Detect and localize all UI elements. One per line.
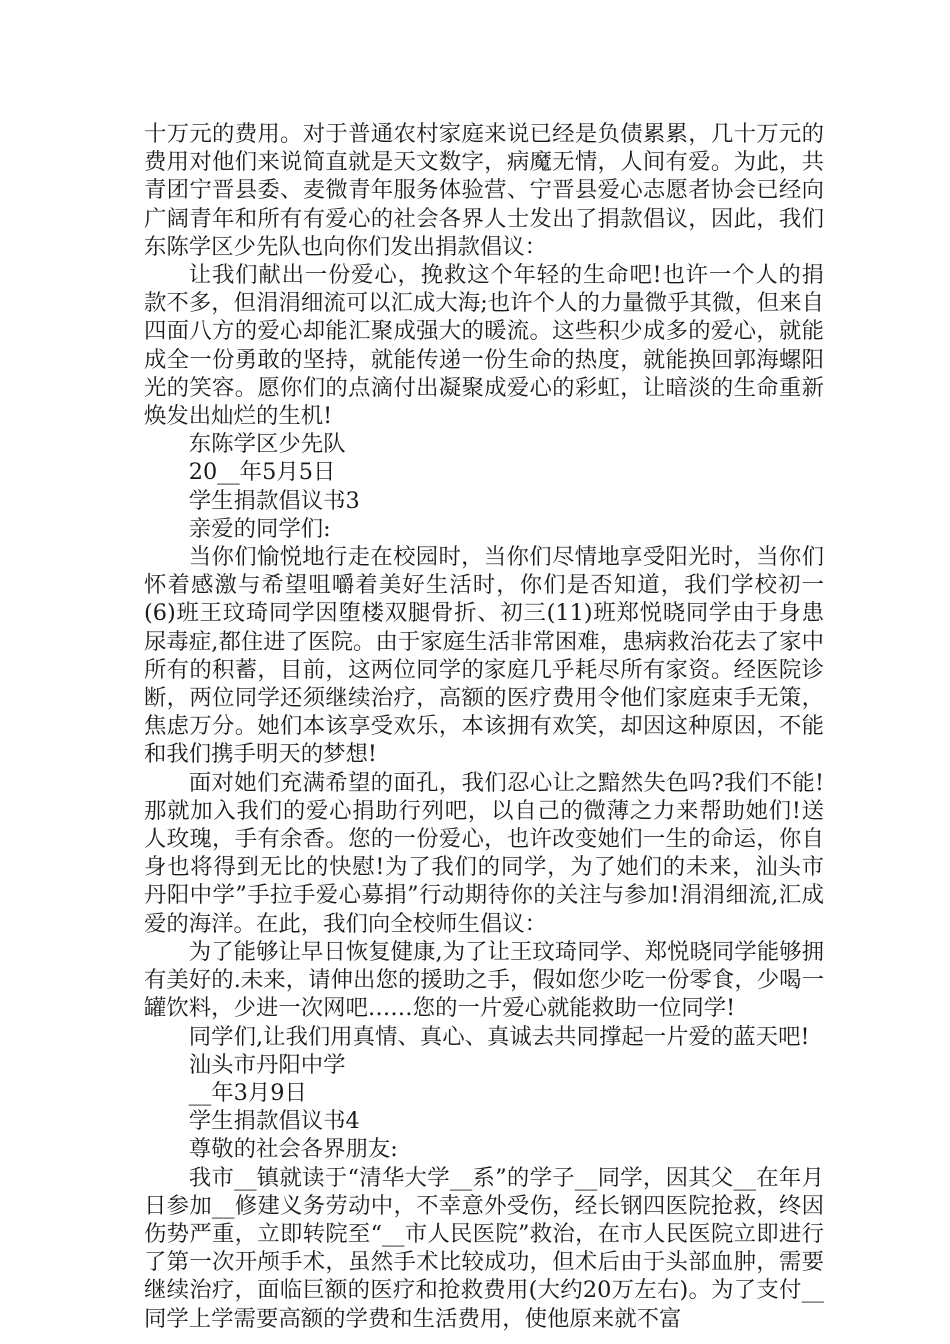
salutation-line: 尊敬的社会各界朋友: (188, 1136, 398, 1163)
salutation-line: 亲爱的同学们: (188, 515, 331, 542)
date-line: 20__年5月5日 (188, 459, 336, 486)
paragraph-text: 当你们愉悦地行走在校园时，当你们尽情地享受阳光时，当你们怀着感激与希望咀嚼着美好生活时，你们是否知道，我们学校初一(6)班王玟琦同学因堕楼双腿骨折、初三(11)班郑悦晓同学由于身患尿毒症,都住进了医院。由于家庭生活非常困难，患病救治花去了家中所有的积蓄，目前，这两位同学的家庭几乎耗尽所有家资。经医院诊断，两位同学还须继续治疗，高额的医疗费用令他们家庭束手无策，焦虑万分。她们本该享受欢乐，本该拥有欢笑，却因这种原因，不能和我们携手明天的梦想! (144, 544, 824, 768)
section-heading: 学生捐款倡议书4 (188, 1108, 360, 1135)
section-heading: 学生捐款倡议书3 (188, 487, 360, 514)
signature-line: 东陈学区少先队 (188, 431, 346, 458)
document-page (144, 120, 824, 1333)
paragraph-text: 同学们,让我们用真情、真心、真诚去共同撑起一片爱的蓝天吧! (188, 1023, 810, 1050)
signature-line: 汕头市丹阳中学 (188, 1051, 346, 1078)
paragraph-text: 我市__镇就读于“清华大学__系”的学子__同学，因其父__在年月日参加__修建义务劳动中，不幸意外受伤，经长钢四医院抢救，终因伤势严重，立即转院至“__市人民医院”救治，在市人民医院立即进行了第一次开颅手术，虽然手术比较成功，但术后由于头部血肿，需要继续治疗，面临巨额的医疗和抢救费用(大约20万左右)。为了支付__同学上学需要高额的学费和生活费用，使他原来就不富 (144, 1164, 824, 1332)
paragraph-text: 为了能够让早日恢复健康,为了让王玟琦同学、郑悦晓同学能够拥有美好的.未来，请伸出您的援助之手，假如您少吃一份零食，少喝一罐饮料，少进一次网吧……您的一片爱心就能救助一位同学! (144, 938, 824, 1022)
paragraph-text: 面对她们充满希望的面孔，我们忍心让之黯然失色吗?我们不能!那就加入我们的爱心捐助行列吧，以自己的微薄之力来帮助她们!送人玫瑰，手有余香。您的一份爱心，也许改变她们一生的命运，你自身也将得到无比的快慰!为了我们的同学，为了她们的未来，汕头市丹阳中学”手拉手爱心募捐”行动期待你的关注与参加!涓涓细流,汇成爱的海洋。在此，我们向全校师生倡议： (144, 769, 824, 937)
paragraph-text: 十万元的费用。对于普通农村家庭来说已经是负债累累，几十万元的费用对他们来说简直就是天文数字，病魔无情，人间有爱。为此，共青团宁晋县委、麦微青年服务体验营、宁晋县爱心志愿者协会已经向广阔青年和所有有爱心的社会各界人士发出了捐款倡议，因此，我们东陈学区少先队也向你们发出捐款倡议： (144, 121, 824, 260)
date-line: __年3月9日 (188, 1079, 307, 1106)
paragraph-text: 让我们献出一份爱心，挽救这个年轻的生命吧!也许一个人的捐款不多，但涓涓细流可以汇成大海;也许个人的力量微乎其微，但来自四面八方的爱心却能汇聚成强大的暖流。这些积少成多的爱心，就能成全一份勇敢的坚持，就能传递一份生命的热度，就能换回郭海螺阳光的笑容。愿你们的点滴付出凝聚成爱心的彩虹，让暗淡的生命重新焕发出灿烂的生机! (144, 262, 824, 430)
